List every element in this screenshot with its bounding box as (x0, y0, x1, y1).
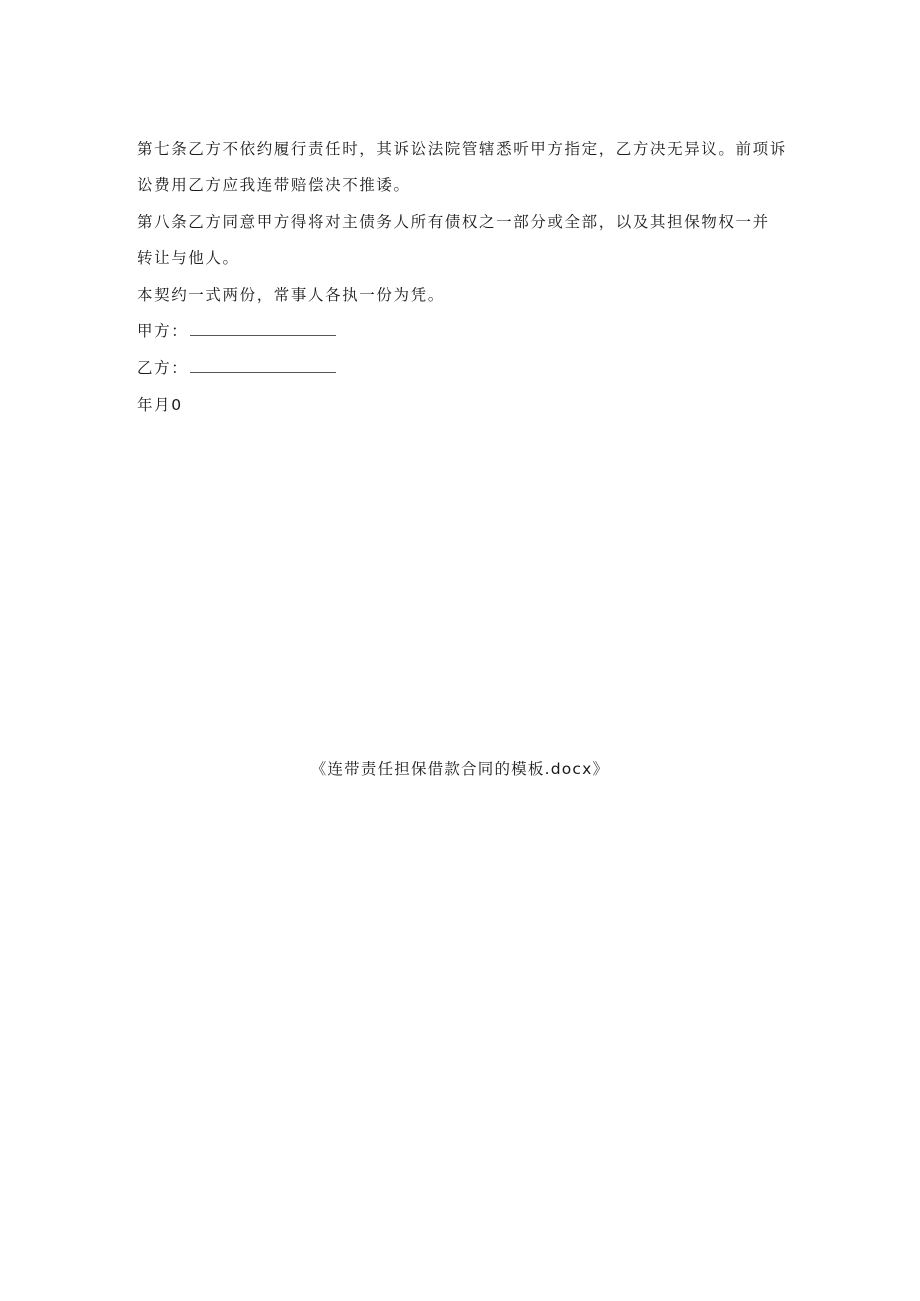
paragraph-article-7-line-2: 讼费用乙方应我连带赔偿决不推诿。 (137, 176, 411, 194)
party-b-signature-blank (190, 358, 336, 373)
party-a-label: 甲方： (137, 322, 189, 340)
paragraph-article-8-line-1: 第八条乙方同意甲方得将对主债务人所有债权之一部分或全部，以及其担保物权一并 (137, 213, 770, 231)
document-footer-filename: 《连带责任担保借款合同的模板.docx》 (310, 760, 610, 778)
party-b-label: 乙方： (137, 359, 189, 377)
paragraph-copies: 本契约一式两份，常事人各执一份为凭。 (137, 286, 445, 304)
date-line: 年月0 (137, 396, 183, 414)
party-b-signature-row (137, 358, 336, 378)
paragraph-article-7-line-1: 第七条乙方不依约履行责任时，其诉讼法院管辖悉听甲方指定，乙方决无异议。前项诉 (137, 140, 787, 158)
paragraph-article-8-line-2: 转让与他人。 (137, 249, 240, 267)
party-a-signature-row (137, 321, 336, 341)
party-a-signature-blank (190, 321, 336, 336)
